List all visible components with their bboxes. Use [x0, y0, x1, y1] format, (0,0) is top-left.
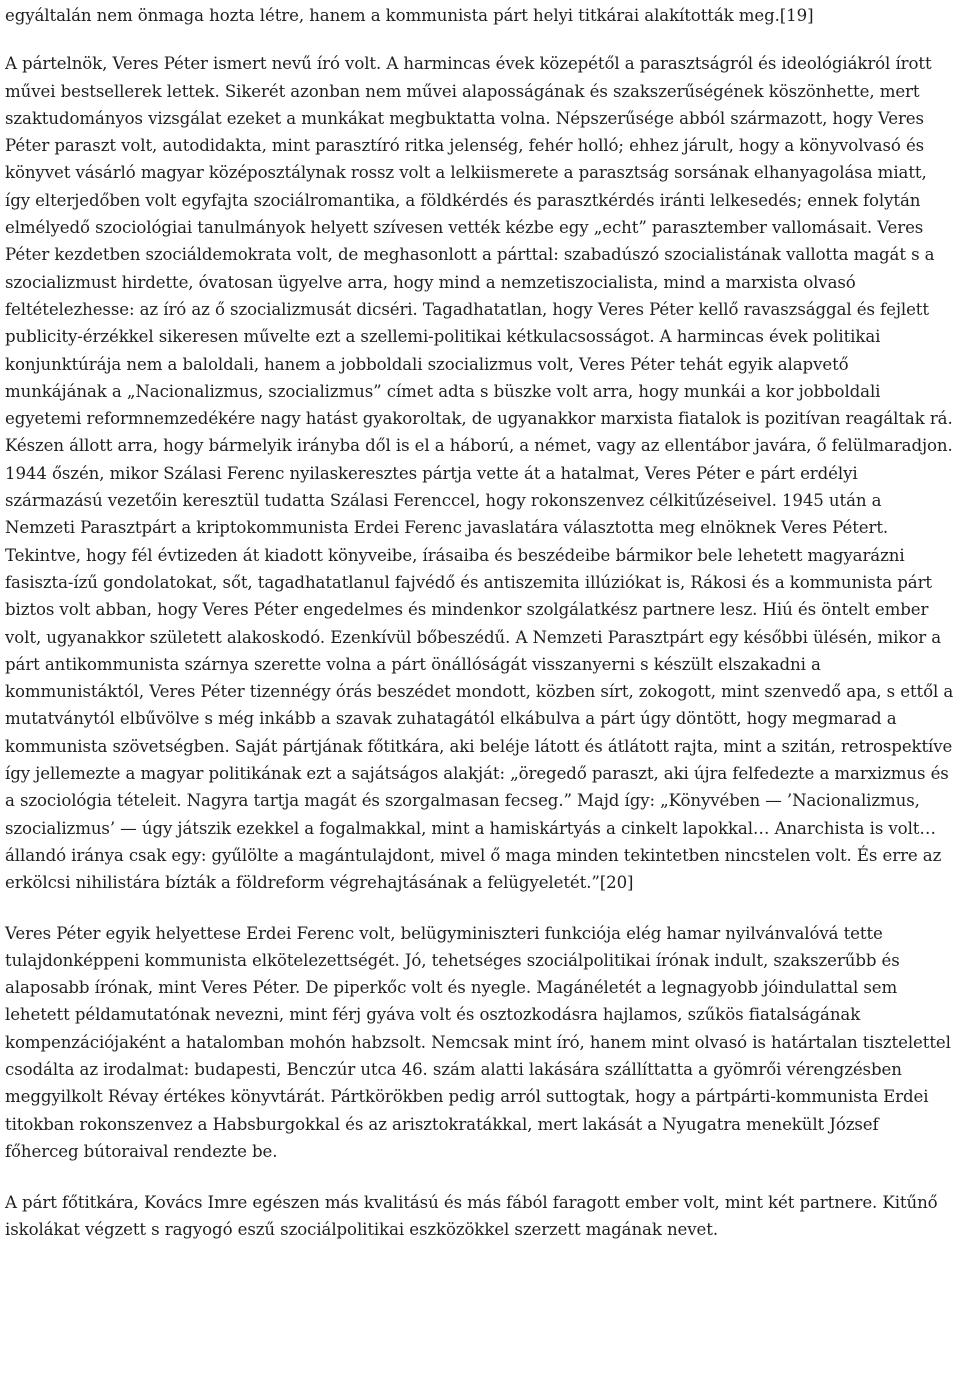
- paragraph-kovacs-imre: A párt főtitkára, Kovács Imre egészen más kvalitású és más fából faragott ember volt, mint két partnere. Kitűnő iskolákat végzett s ragyogó eszű szociálpolitikai eszközökkel szerzett magának nevet.: [5, 1193, 938, 1240]
- document-page: [0, 2, 960, 1244]
- paragraph-veres-peter: A pártelnök, Veres Péter ismert nevű író volt. A harmincas évek közepétől a parasztságról és ideológiákról írott művei bestsellerek lettek. Sikerét azonban nem művei alaposságának és szakszerűségének köszönhette, mert szaktudományos vizsgálat ezeket a munkákat megbuktatta volna. Népszerűsége abból származott, hogy Veres Péter paraszt volt, autodidakta, mint parasztíró ritka jelenség, fehér holló; ehhez járult, hogy a könyvolvasó és könyvet vásárló magyar középosztálynak rossz volt a lelkiismerete a parasztság sorsának elhanyagolása miatt, így elterjedőben volt egyfajta szociálromantika, a földkérdés és parasztkérdés iránti lelkesedés; ennek folytán elmélyedő szociológiai tanulmányok helyett szívesen vették kézbe egy „echt” parasztember vallomásait. Veres Péter kezdetben szociáldemokrata volt, de meghasonlott a párttal: szabadúszó szocialistának vallotta magát s a szocializmust hirdette, óvatosan ügyelve arra, hogy mind a nemzetiszocialista, mind a marxista olvasó feltételezhesse: az író az ő szocializmusát dicséri. Tagadhatatlan, hogy Veres Péter kellő ravaszsággal és fejlett publicity-érzékkel sikeresen művelte ezt a szellemi-politikai kétkulacsosságot. A harmincas évek politikai konjunktúrája nem a baloldali, hanem a jobboldali szocializmus volt, Veres Péter tehát egyik alapvető munkájának a „Nacionalizmus, szocializmus” címet adta s büszke volt arra, hogy munkái a kor jobboldali egyetemi reformnemzedékére nagy hatást gyakoroltak, de ugyanakkor marxista fiatalok is pozitívan reagáltak rá. Készen állott arra, hogy bármelyik irányba dől is el a háború, a német, vagy az ellentábor javára, ő felülmaradjon. 1944 őszén, mikor Szálasi Ferenc nyilaskeresztes pártja vette át a hatalmat, Veres Péter e párt erdélyi származású vezetőin keresztül tudatta Szálasi Ferenccel, hogy rokonszenvez célkitűzéseivel. 1945 után a Nemzeti Parasztpárt a kriptokommunista Erdei Ferenc javaslatára választotta meg elnöknek Veres Pétert. Tekintve, hogy fél évtizeden át kiadott könyveibe, írásaiba és beszédeibe bármikor bele lehetett magyarázni fasiszta-ízű gondolatokat, sőt, tagadhatatlanul fajvédő és antiszemita illúziókat is, Rákosi és a kommunista párt biztos volt abban, hogy Veres Péter engedelmes és mindenkor szolgálatkész partnere lesz. Hiú és öntelt ember volt, ugyanakkor született alakoskodó. Ezenkívül bőbeszédű. A Nemzeti Parasztpárt egy későbbi ülésén, mikor a párt antikommunista szárnya szerette volna a párt önállóságát visszanyerni s készült elszakadni a kommunistáktól, Veres Péter tizennégy órás beszédet mondott, közben sírt, zokogott, mint szenvedő apa, s ettől a mutatványtól elbűvölve s még inkább a szavak zuhatagától elkábulva a párt úgy döntött, hogy megmarad a kommunista szövetségben. Saját pártjának főtitkára, aki beléje látott és átlátott rajta, mint a szitán, retrospektíve így jellemezte a magyar politikának ezt a sajátságos alakját: „öregedő paraszt, aki újra felfedezte a marxizmus és a szociológia tételeit. Nagyra tartja magát és szorgalmasan fecseg.” Majd így: „Könyvében — ’Nacionalizmus, szocializmus’ — úgy játszik ezekkel a fogalmakkal, mint a hamiskártyás a cinkelt lapokkal… Anarchista is volt… állandó iránya csak egy: gyűlölte a magántulajdont, mivel ő maga minden tekintetben nincstelen volt. És erre az erkölcsi nihilistára bízták a földreform végrehajtásának a felügyeletét.”[20]: [5, 54, 954, 893]
- paragraph-intro: egyáltalán nem önmaga hozta létre, hanem a kommunista párt helyi titkárai alakították meg.[19]: [5, 6, 814, 25]
- paragraph-erdei-ferenc: Veres Péter egyik helyettese Erdei Ferenc volt, belügyminiszteri funkciója elég hamar nyilvánvalóvá tette tulajdonképpeni kommunista elkötelezettségét. Jó, tehetséges szociálpolitikai írónak indult, szakszerűbb és alaposabb írónak, mint Veres Péter. De piperkőc volt és nyegle. Magánéletét a legnagyobb jóindulattal sem lehetett példamutatónak nevezni, mint férj gyáva volt és osztozkodásra hajlamos, szűkös fiatalságának kompenzációjaként a hatalomban mohón habzsolt. Nemcsak mint író, hanem mint olvasó is határtalan tisztelettel csodálta az irodalmat: budapesti, Benczúr utca 46. szám alatti lakására szállíttatta a gyömrői vérengzésben meggyilkolt Révay értékes könyvtárát. Pártkörökben pedig arról suttogtak, hogy a pártpárti-kommunista Erdei titokban rokonszenvez a Habsburgokkal és az arisztokratákkal, mert lakását a Nyugatra menekült József főherceg bútoraival rendezte be.: [5, 923, 951, 1161]
